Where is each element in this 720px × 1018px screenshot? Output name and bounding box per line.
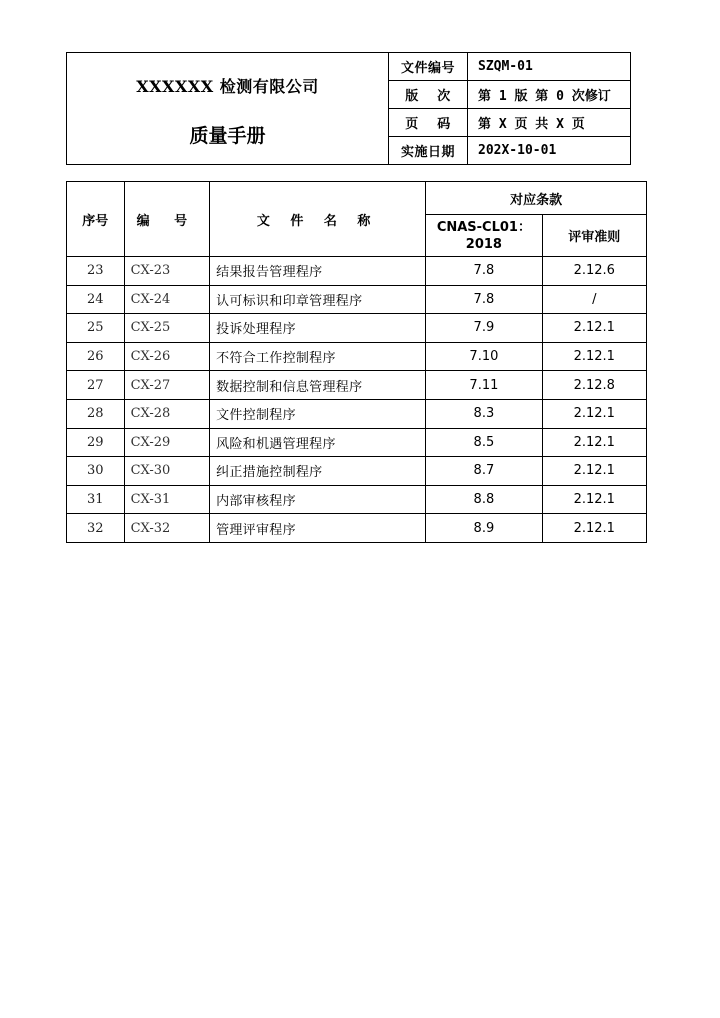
table-row — [67, 457, 647, 486]
cell-cnas: 8.3 — [426, 399, 542, 428]
field-label-edition: 版 次 — [389, 81, 468, 109]
cell-cnas: 7.11 — [426, 371, 542, 400]
field-value-effective-date: 202X-10-01 — [468, 137, 631, 165]
cell-review: / — [542, 285, 646, 314]
cell-seq: 23 — [67, 257, 125, 286]
document-header — [66, 52, 631, 165]
table-row — [67, 314, 647, 343]
cell-code: CX-29 — [124, 428, 209, 457]
cell-code: CX-26 — [124, 342, 209, 371]
cell-name: 文件控制程序 — [210, 399, 426, 428]
cell-name: 管理评审程序 — [210, 514, 426, 543]
cell-cnas: 7.8 — [426, 285, 542, 314]
cell-seq: 28 — [67, 399, 125, 428]
cell-cnas: 8.5 — [426, 428, 542, 457]
field-value-edition: 第 1 版 第 0 次修订 — [468, 81, 631, 109]
table-row — [67, 371, 647, 400]
cell-code: CX-32 — [124, 514, 209, 543]
cell-name: 结果报告管理程序 — [210, 257, 426, 286]
header-name: 文 件 名 称 — [210, 182, 426, 257]
cell-cnas: 7.8 — [426, 257, 542, 286]
table-row — [67, 257, 647, 286]
table-row — [67, 285, 647, 314]
cell-code: CX-24 — [124, 285, 209, 314]
header-cnas — [426, 215, 542, 257]
manual-title: 质量手册 — [189, 124, 266, 147]
cell-name: 纠正措施控制程序 — [210, 457, 426, 486]
cell-cnas: 8.9 — [426, 514, 542, 543]
cell-seq: 29 — [67, 428, 125, 457]
cell-seq: 32 — [67, 514, 125, 543]
cell-seq: 30 — [67, 457, 125, 486]
table-row — [67, 428, 647, 457]
cell-seq: 27 — [67, 371, 125, 400]
company-name: XXXXXX 检测有限公司 — [136, 76, 319, 96]
cell-code: CX-28 — [124, 399, 209, 428]
header-cnas-line2: 2018 — [465, 236, 502, 252]
cell-cnas: 8.8 — [426, 485, 542, 514]
company-block — [67, 53, 389, 165]
table-row — [67, 342, 647, 371]
cell-review: 2.12.1 — [542, 514, 646, 543]
field-label-page: 页 码 — [389, 109, 468, 137]
table-row — [67, 485, 647, 514]
cell-code: CX-25 — [124, 314, 209, 343]
table-row — [67, 514, 647, 543]
cell-seq: 24 — [67, 285, 125, 314]
field-label-effective-date: 实施日期 — [389, 137, 468, 165]
cell-name: 风险和机遇管理程序 — [210, 428, 426, 457]
cell-review: 2.12.8 — [542, 371, 646, 400]
cell-seq: 25 — [67, 314, 125, 343]
field-value-doc-number: SZQM-01 — [468, 53, 631, 81]
cell-name: 不符合工作控制程序 — [210, 342, 426, 371]
cell-code: CX-31 — [124, 485, 209, 514]
header-seq: 序号 — [67, 182, 125, 257]
header-code: 编 号 — [124, 182, 209, 257]
cell-cnas: 8.7 — [426, 457, 542, 486]
cell-review: 2.12.1 — [542, 428, 646, 457]
field-label-doc-number: 文件编号 — [389, 53, 468, 81]
cell-seq: 31 — [67, 485, 125, 514]
header-review: 评审准则 — [542, 215, 646, 257]
cell-review: 2.12.1 — [542, 399, 646, 428]
cell-cnas: 7.10 — [426, 342, 542, 371]
table-row — [67, 399, 647, 428]
cell-seq: 26 — [67, 342, 125, 371]
table-body — [67, 257, 647, 543]
cell-name: 投诉处理程序 — [210, 314, 426, 343]
header-cnas-line1: CNAS-CL01： — [436, 219, 531, 235]
cell-review: 2.12.1 — [542, 485, 646, 514]
header-clauses: 对应条款 — [426, 182, 647, 215]
cell-code: CX-30 — [124, 457, 209, 486]
cell-name: 数据控制和信息管理程序 — [210, 371, 426, 400]
cell-code: CX-27 — [124, 371, 209, 400]
cell-review: 2.12.1 — [542, 457, 646, 486]
cell-review: 2.12.1 — [542, 314, 646, 343]
cell-review: 2.12.6 — [542, 257, 646, 286]
cell-name: 内部审核程序 — [210, 485, 426, 514]
cell-cnas: 7.9 — [426, 314, 542, 343]
cell-review: 2.12.1 — [542, 342, 646, 371]
cell-code: CX-23 — [124, 257, 209, 286]
procedure-table — [66, 181, 647, 543]
cell-name: 认可标识和印章管理程序 — [210, 285, 426, 314]
field-value-page: 第 X 页 共 X 页 — [468, 109, 631, 137]
